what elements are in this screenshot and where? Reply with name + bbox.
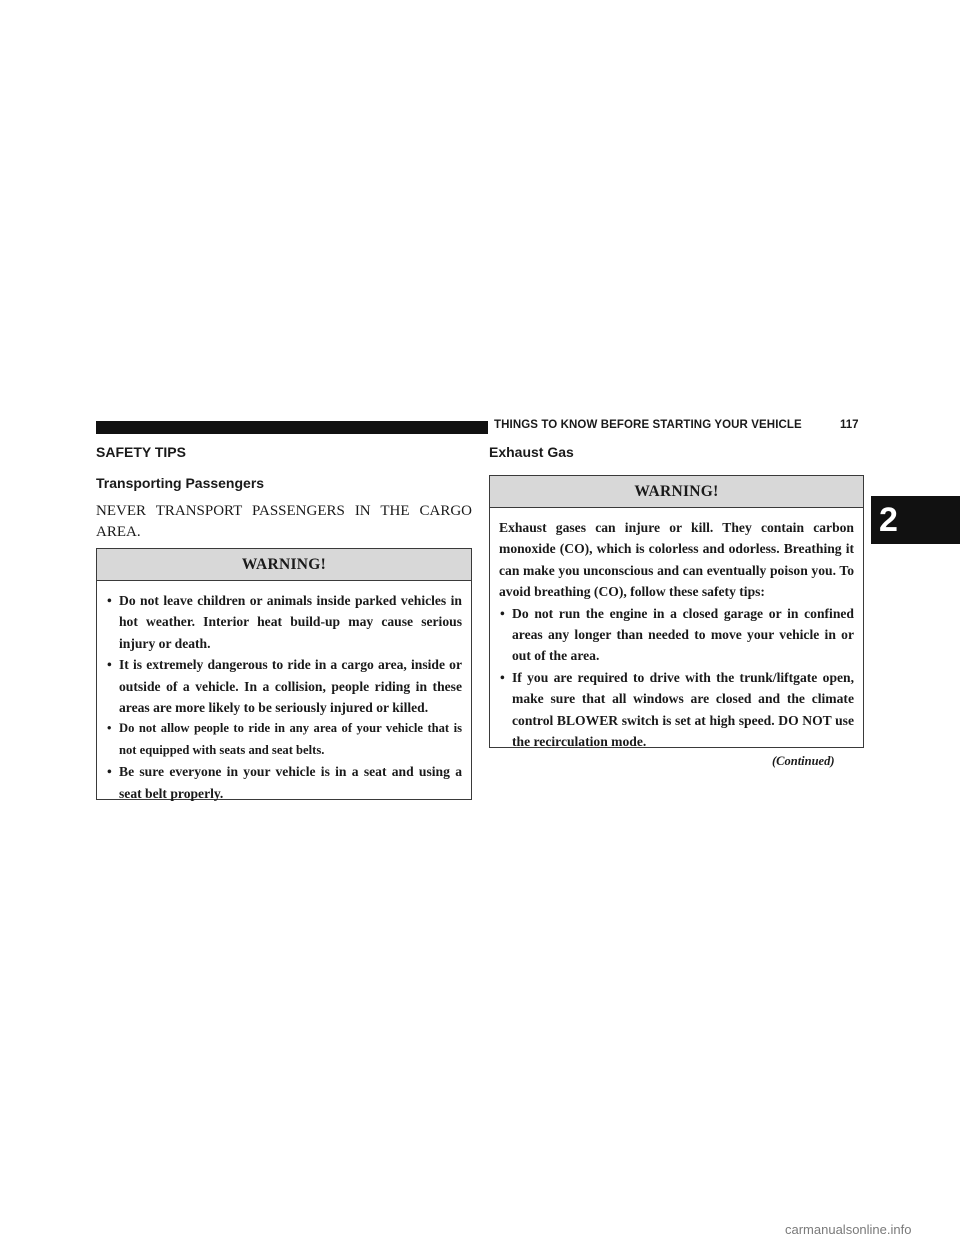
warning-heading: WARNING! [97,549,471,581]
warning-item: • Do not leave children or animals inside parked vehicles in hot weather. Interior heat build-up may cause serious injury or death. [106,590,462,654]
watermark-text: carmanualsonline.info [785,1222,912,1237]
continued-note: (Continued) [772,754,835,768]
warning-list [499,603,854,753]
bullet-icon: • [107,593,112,608]
bullet-icon: • [107,764,112,780]
subsection-title-transporting: Transporting Passengers [96,475,265,491]
warning-item: • If you are required to drive with the trunk/liftgate open, make sure that all windows are closed and the climate control BLOWER switch is set at high speed. DO NOT use the recirculation mode. [499,667,854,753]
subsection-title-exhaust: Exhaust Gas [489,444,574,460]
chapter-number: 2 [879,501,898,539]
warning-list [106,590,462,804]
section-title: SAFETY TIPS [96,444,186,460]
warning-box-passengers [96,548,472,800]
running-header-title: THINGS TO KNOW BEFORE STARTING YOUR VEHICLE [494,419,802,431]
warning-intro: Exhaust gases can injure or kill. They contain carbon monoxide (CO), which is colorless and odorless. Breathing it can make you unconscious and can eventually poison you. To avoid breathing (CO), follow these safety tips: [499,520,854,600]
header-rule-bar [96,421,488,434]
warning-heading: WARNING! [490,476,863,508]
page-number: 117 [840,419,859,431]
warning-item: • Be sure everyone in your vehicle is in a seat and using a seat belt properly. [106,761,462,804]
bullet-icon: • [500,669,505,685]
bullet-icon: • [500,605,505,621]
bullet-icon: • [107,721,112,736]
bullet-icon: • [107,657,112,673]
warning-item: • It is extremely dangerous to ride in a cargo area, inside or outside of a vehicle. In a collision, people riding in these areas are more likely to be seriously injured or killed. [106,654,462,718]
warning-box-exhaust [489,475,864,748]
body-paragraph: NEVER TRANSPORT PASSENGERS IN THE CARGO AREA. [96,503,472,540]
warning-item: • Do not allow people to ride in any area of your vehicle that is not equipped with seats and seat belts. [106,718,462,761]
warning-item: • Do not run the engine in a closed garage or in confined areas any longer than needed to move your vehicle in or out of the area. [499,603,854,667]
